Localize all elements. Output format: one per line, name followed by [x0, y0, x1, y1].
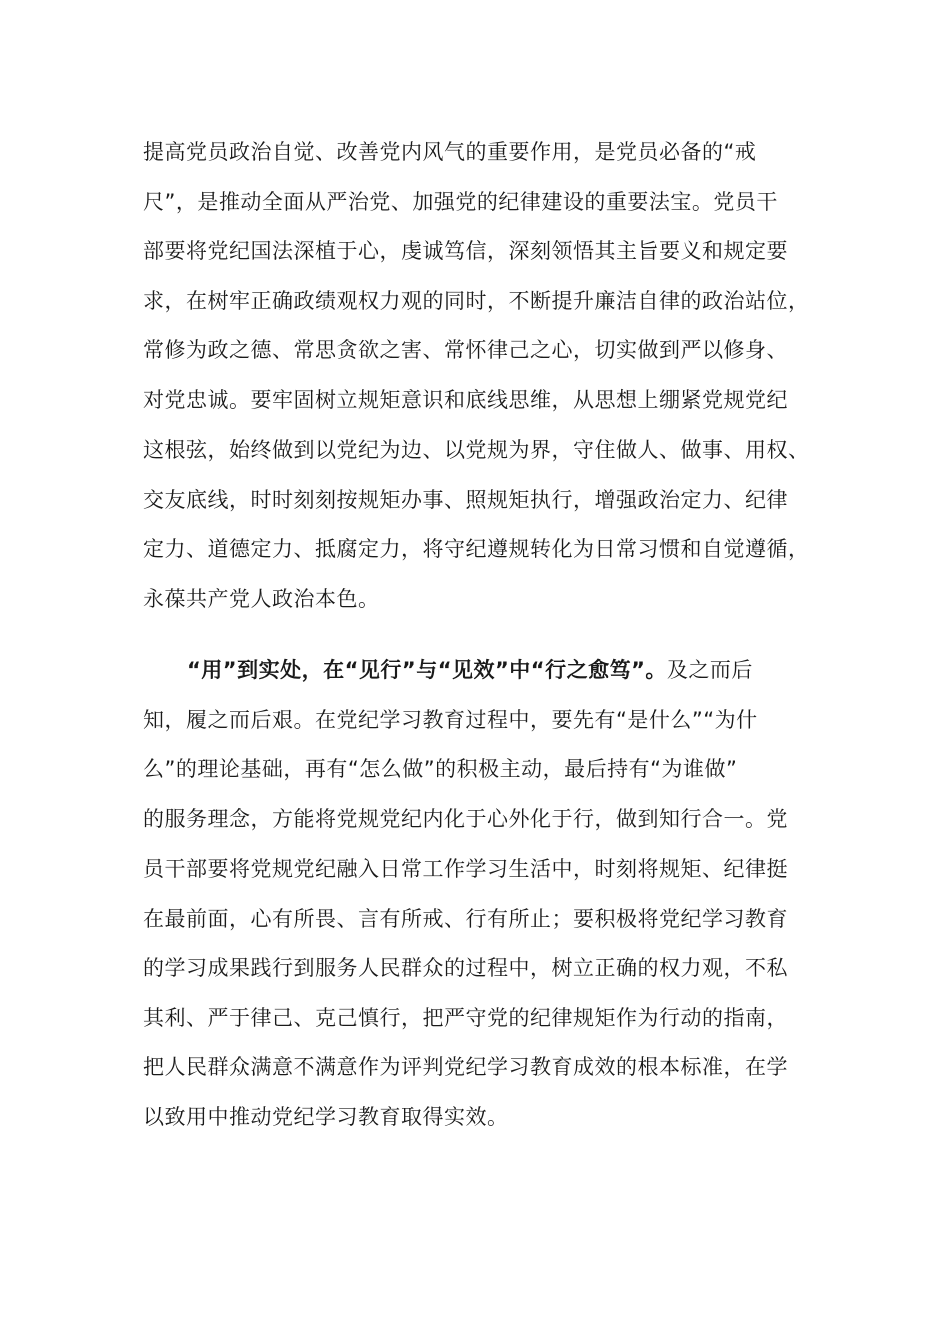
paragraph-line: 交友底线，时时刻刻按规矩办事、照规矩执行，增强政治定力、纪律 — [143, 488, 788, 512]
paragraph-line: 以致用中推动党纪学习教育取得实效。 — [143, 1105, 509, 1129]
paragraph-line: 定力、道德定力、抵腐定力，将守纪遵规转化为日常习惯和自觉遵循， — [143, 537, 810, 561]
paragraph-line: 把人民群众满意不满意作为评判党纪学习教育成效的根本标准，在学 — [143, 1055, 788, 1079]
paragraph-line: 知，履之而后艰。在党纪学习教育过程中，要先有“是什么”“为什 — [143, 708, 758, 732]
paragraph-line: 尺”，是推动全面从严治党、加强党的纪律建设的重要法宝。党员干 — [143, 190, 778, 214]
paragraph-line: 员干部要将党规党纪融入日常工作学习生活中，时刻将规矩、纪律挺 — [143, 857, 788, 881]
paragraph-line: 提高党员政治自觉、改善党内风气的重要作用，是党员必备的“戒 — [143, 140, 757, 164]
paragraph-line: 么”的理论基础，再有“怎么做”的积极主动，最后持有“为谁做” — [143, 757, 738, 781]
paragraph-line: 永葆共产党人政治本色。 — [143, 587, 380, 611]
paragraph-line: 部要将党纪国法深植于心，虔诚笃信，深刻领悟其主旨要义和规定要 — [143, 239, 788, 263]
paragraph-line: 这根弦，始终做到以党纪为边、以党规为界，守住做人、做事、用权、 — [143, 438, 810, 462]
paragraph-line: 对党忠诚。要牢固树立规矩意识和底线思维，从思想上绷紧党规党纪 — [143, 388, 788, 412]
paragraph-first-line-text: 及之而后 — [666, 658, 753, 682]
paragraph-line: 求，在树牢正确政绩观权力观的同时，不断提升廉洁自律的政治站位， — [143, 289, 810, 313]
paragraph-line: 在最前面，心有所畏、言有所戒、行有所止；要积极将党纪学习教育 — [143, 907, 788, 931]
paragraph-line: 的服务理念，方能将党规党纪内化于心外化于行，做到知行合一。党 — [143, 807, 788, 831]
paragraph-line: 的学习成果践行到服务人民群众的过程中，树立正确的权力观，不私 — [143, 956, 788, 980]
section-heading: “用”到实处，在“见行”与“见效”中“行之愈笃”。 — [187, 658, 667, 682]
paragraph-line: 常修为政之德、常思贪欲之害、常怀律己之心，切实做到严以修身、 — [143, 338, 788, 362]
paragraph-line: 其利、严于律己、克己慎行，把严守党的纪律规矩作为行动的指南， — [143, 1006, 788, 1030]
paragraph-first-line — [187, 655, 753, 685]
